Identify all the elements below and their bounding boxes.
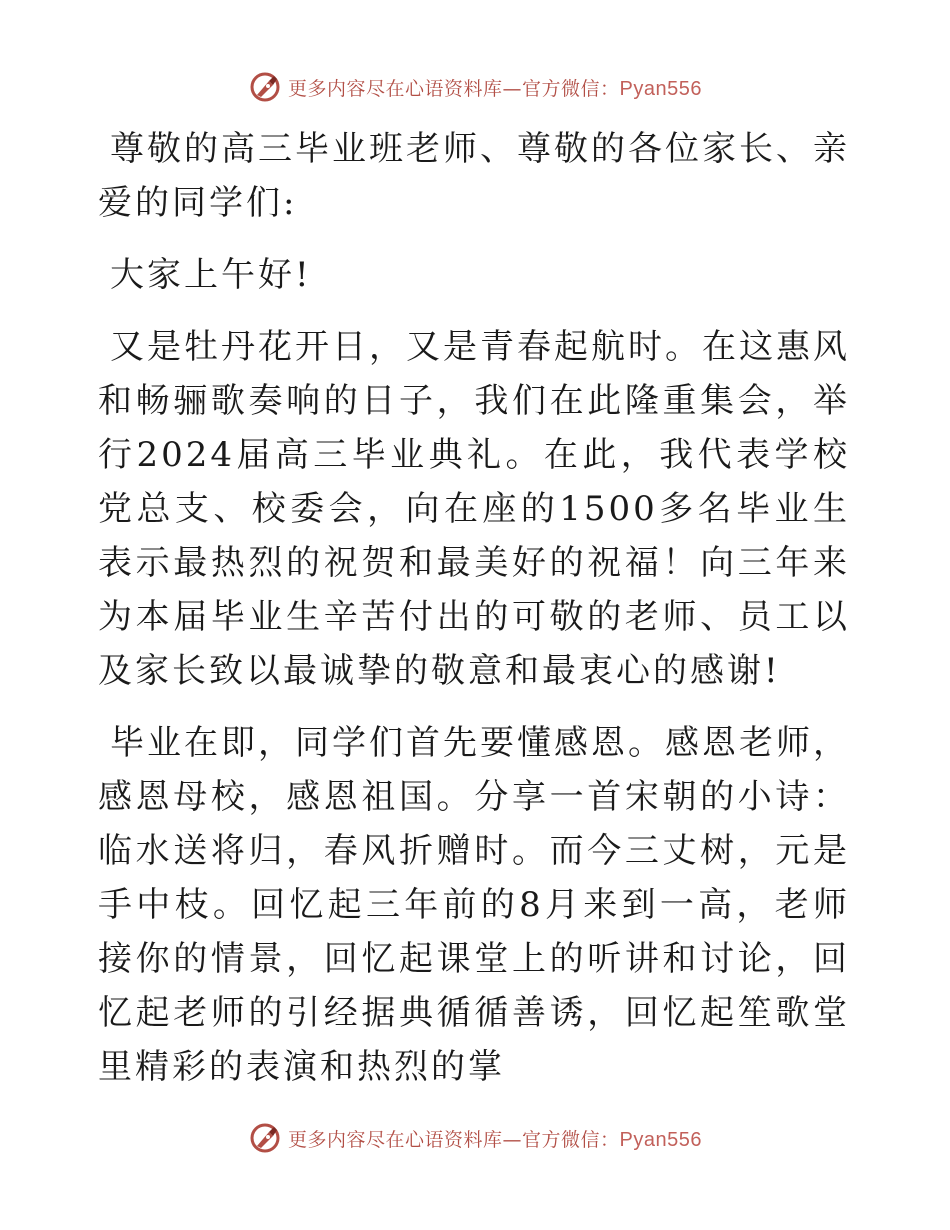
greeting-paragraph: 大家上午好! <box>110 255 312 295</box>
pen-nib-logo-icon <box>248 1121 282 1155</box>
wechat-id: Pyan556 <box>619 77 702 100</box>
watermark-text: 更多内容尽在心语资料库—官方微信：Pyan556 <box>288 77 702 100</box>
header-watermark <box>0 70 950 104</box>
document-body <box>98 122 850 1112</box>
gratitude-paragraph: 毕业在即，同学们首先要懂感恩。感恩老师，感恩母校，感恩祖国。分享一首宋朝的小诗：临水送将归，春风折赠时。而今三丈树，元是手中枝。回忆起三年前的8月来到一高，老师接你的情景，回忆起课堂上的听讲和讨论，回忆起老师的引经据典循循善诱，回忆起笙歌堂里精彩的表演和热烈的掌 <box>98 723 850 1087</box>
pen-nib-logo-icon <box>248 70 282 104</box>
watermark-text: 更多内容尽在心语资料库—官方微信：Pyan556 <box>288 1128 702 1151</box>
wechat-id: Pyan556 <box>619 1128 702 1151</box>
opening-paragraph: 又是牡丹花开日，又是青春起航时。在这惠风和畅骊歌奏响的日子，我们在此隆重集会，举行2024届高三毕业典礼。在此，我代表学校党总支、校委会，向在座的1500多名毕业生表示最热烈的祝贺和最美好的祝福！向三年来为本届毕业生辛苦付出的可敬的老师、员工以及家长致以最诚挚的敬意和最衷心的感谢! <box>98 327 850 691</box>
footer-watermark <box>0 1121 950 1155</box>
salutation-paragraph: 尊敬的高三毕业班老师、尊敬的各位家长、亲爱的同学们: <box>98 129 850 223</box>
